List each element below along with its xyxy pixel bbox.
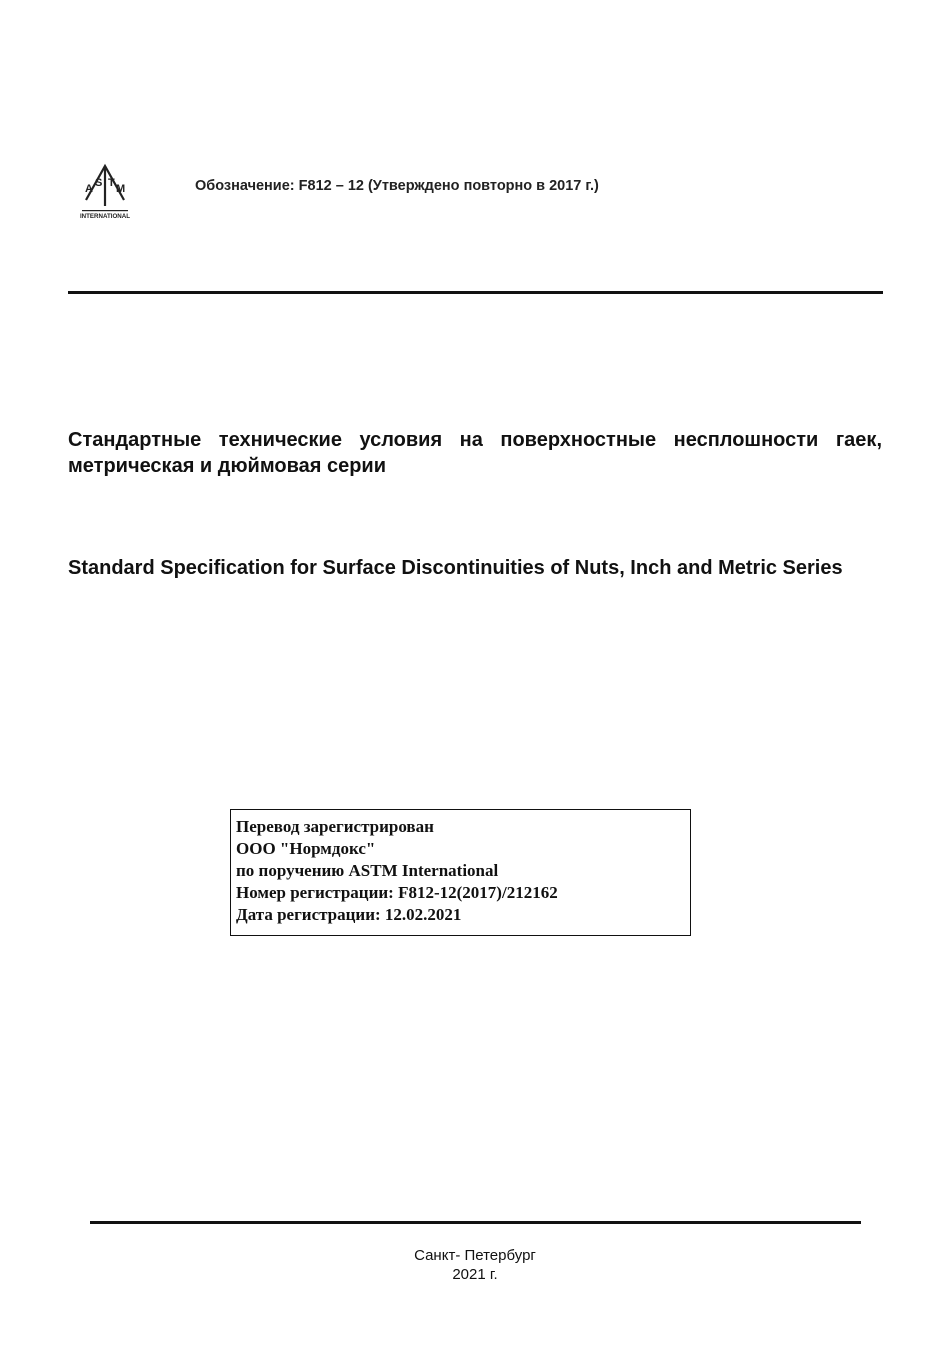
svg-text:A: A <box>85 183 93 195</box>
svg-text:INTERNATIONAL: INTERNATIONAL <box>79 213 131 220</box>
astm-logo <box>78 162 132 222</box>
bottom-divider <box>90 1221 861 1224</box>
top-divider <box>68 291 883 294</box>
registration-line: Номер регистрации: F812-12(2017)/212162 <box>236 883 558 902</box>
registration-box <box>230 809 691 936</box>
title-russian: Стандартные технические условия на поверхностные несплошности гаек, метрическая и дюймовая серии <box>68 429 882 477</box>
footer-city: Санкт- Петербург <box>414 1247 536 1264</box>
registration-line: ООО "Нормдокс" <box>236 839 376 858</box>
registration-line: Дата регистрации: 12.02.2021 <box>236 905 462 924</box>
footer-year: 2021 г. <box>452 1266 498 1283</box>
title-english: Standard Specification for Surface Discontinuities of Nuts, Inch and Metric Series <box>68 557 843 579</box>
svg-text:T: T <box>108 177 115 189</box>
svg-text:S: S <box>95 177 103 189</box>
registration-line: по поручению ASTM International <box>236 861 499 880</box>
svg-text:M: M <box>116 183 126 195</box>
designation-line: Обозначение: F812 – 12 (Утверждено повторно в 2017 г.) <box>195 178 599 194</box>
registration-line: Перевод зарегистрирован <box>236 817 434 836</box>
